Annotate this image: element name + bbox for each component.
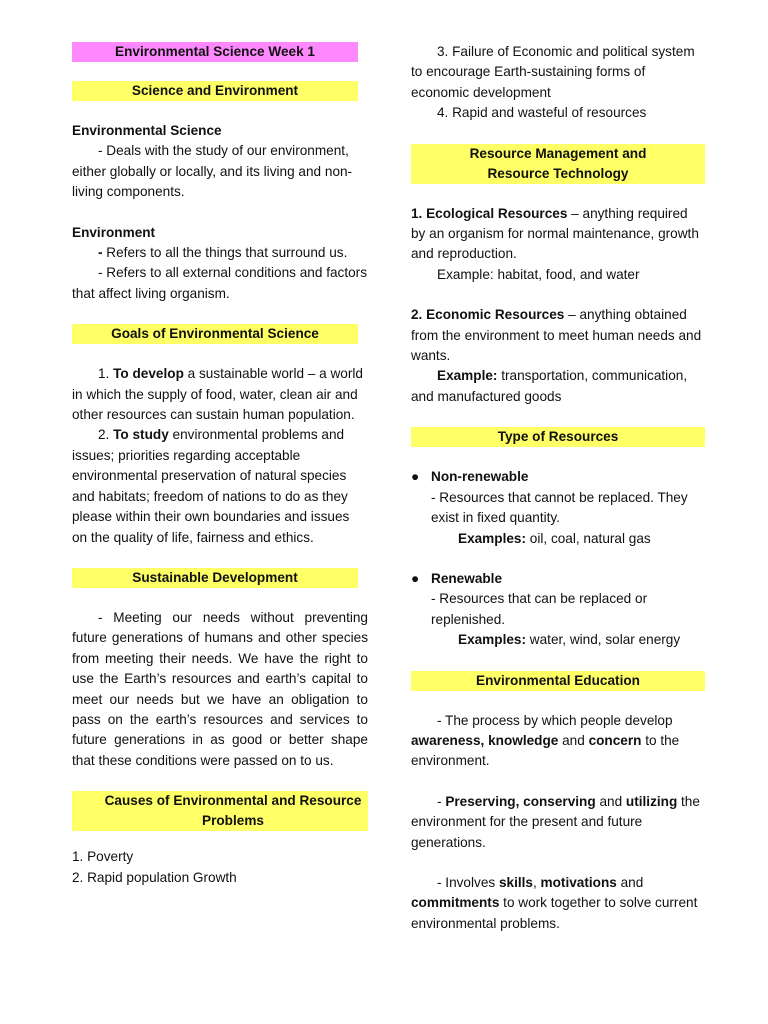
goal-2: 2. To study environmental problems and issues; priorities regarding acceptable environmental preservation of natural species and habitats; freedom of nations to do as they please within their own boundaries and issues on the quality of life, fairness and ethics. <box>72 427 350 545</box>
environmental-education-header: Environmental Education <box>411 671 705 691</box>
renewable-term: Renewable <box>431 570 503 586</box>
bullet-icon: ● <box>411 469 420 485</box>
education-point-2: - Preserving, conserving and utilizing the environment for the present and future generations. <box>411 793 700 850</box>
cause-3: 3. Failure of Economic and political system to encourage Earth-sustaining forms of economic development <box>411 44 695 100</box>
cause-2: 2. Rapid population Growth <box>72 869 237 885</box>
environment-definition-1: - Refers to all the things that surround us. <box>98 245 348 261</box>
left-column <box>72 42 368 888</box>
cause-4: 4. Rapid and wasteful of resources <box>437 105 647 121</box>
goal-1: 1. To develop a sustainable world – a world in which the supply of food, water, clean air and other resources can sustain human population. <box>72 366 363 423</box>
non-renewable-item <box>411 467 705 549</box>
non-renewable-definition: - Resources that cannot be replaced. They exist in fixed quantity. <box>431 489 688 526</box>
science-environment-header: Science and Environment <box>72 81 358 101</box>
goals-header: Goals of Environmental Science <box>72 324 358 344</box>
sustainable-development-definition: - Meeting our needs without preventing future generations of humans and other species from meeting their needs. We have the right to use the Earth’s resources and earth’s capital to meet our needs but we have an obligation to pass on the earth’s resources and services to future generations in as good or better shape that these conditions were passed on to us. <box>72 609 368 768</box>
ecological-resources: 1. Ecological Resources – anything required by an organism for normal maintenance, growth and reproduction. <box>411 205 699 262</box>
renewable-definition: - Resources that can be replaced or replenished. <box>431 591 648 627</box>
renewable-item <box>411 569 705 651</box>
causes-header: Causes of Environmental and Resource Problems <box>72 791 368 831</box>
bullet-icon: ● <box>411 570 420 586</box>
sustainable-development-header: Sustainable Development <box>72 568 358 588</box>
environment-definition-2: - Refers to all external conditions and factors that affect living organism. <box>72 265 367 301</box>
non-renewable-term: Non-renewable <box>431 469 529 485</box>
ecological-resources-example: Example: habitat, food, and water <box>437 266 640 282</box>
renewable-examples: Examples: water, wind, solar energy <box>458 632 681 648</box>
environmental-science-definition: - Deals with the study of our environment, either globally or locally, and its living and non-living components. <box>72 143 353 200</box>
education-point-1: - The process by which people develop awareness, knowledge and concern to the environment. <box>411 712 680 769</box>
types-of-resources-header: Type of Resources <box>411 427 705 447</box>
document-title: Environmental Science Week 1 <box>72 42 358 62</box>
cause-1: 1. Poverty <box>72 849 134 865</box>
resource-management-header: Resource Management and Resource Technology <box>411 144 705 184</box>
right-column <box>411 42 705 934</box>
economic-resources: 2. Economic Resources – anything obtained from the environment to meet human needs and wants. <box>411 307 702 364</box>
environmental-science-term: Environmental Science <box>72 123 222 138</box>
education-point-3: - Involves skills, motivations and commitments to work together to solve current environmental problems. <box>411 874 698 931</box>
environment-term: Environment <box>72 224 156 240</box>
non-renewable-examples: Examples: oil, coal, natural gas <box>458 530 651 546</box>
economic-resources-example: Example: transportation, communication, and manufactured goods <box>411 368 688 404</box>
